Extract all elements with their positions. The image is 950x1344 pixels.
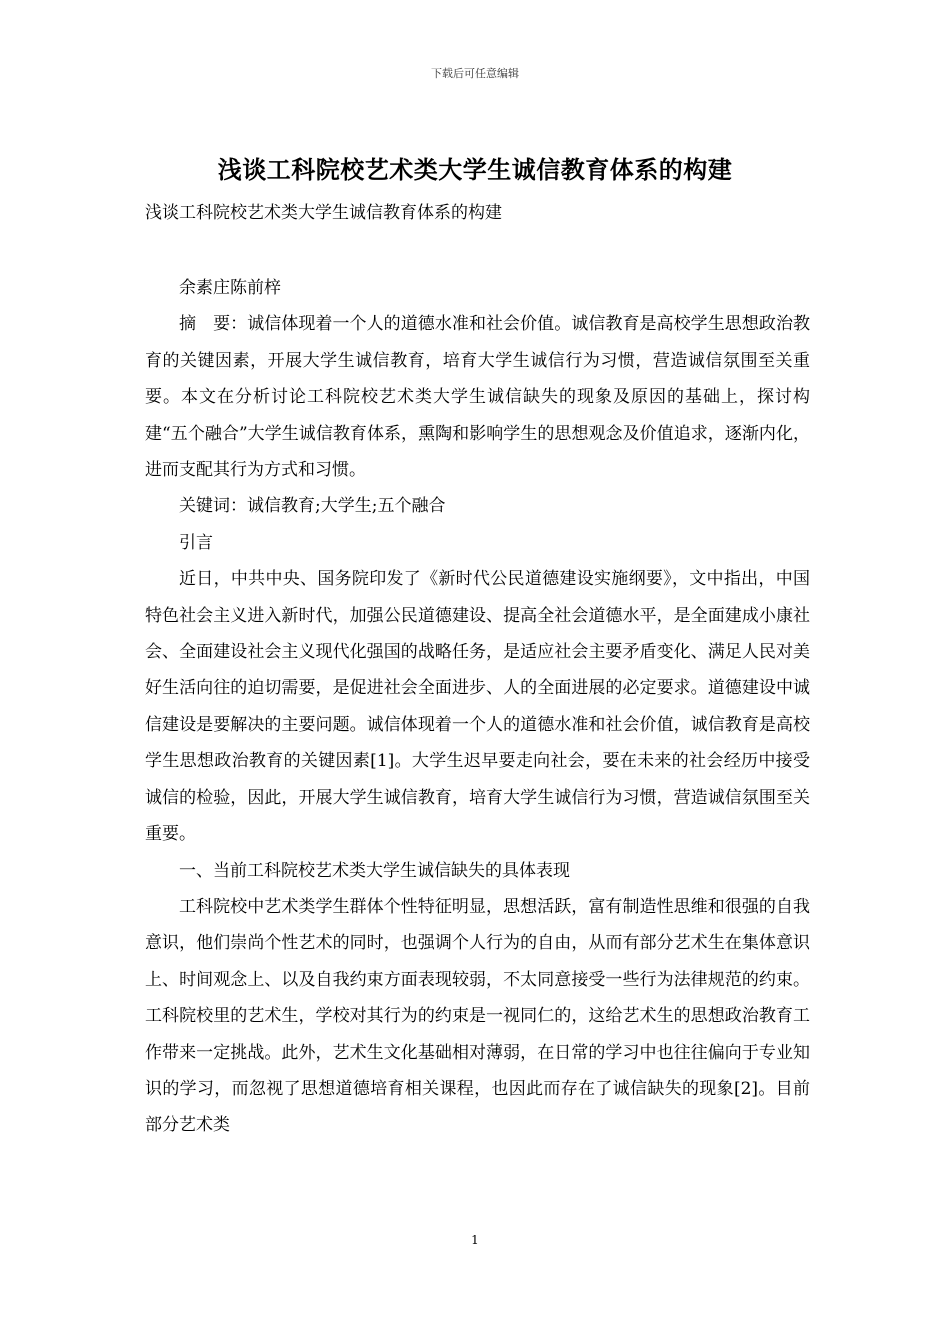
page-number: 1 bbox=[471, 1233, 479, 1247]
keywords-line: 关键词：诚信教育;大学生;五个融合 bbox=[179, 496, 446, 517]
section-1-paragraph: 工科院校中艺术类学生群体个性特征明显，思想活跃，富有制造性思维和很强的自我意识，他们崇尚个性艺术的同时，也强调个人行为的自由，从而有部分艺术生在集体意识上、时间观念上、以及自我约束方面表现较弱，不太同意接受一些行为法律规范的约束。工科院校里的艺术生，学校对其行为的约束是一视同仁的，这给艺术生的思想政治教育工作带来一定挑战。此外，艺术生文化基础相对薄弱，在日常的学习中也往往偏向于专业知识的学习，而忽视了思想道德培育相关课程，也因此而存在了诚信缺失的现象[2]。目前部分艺术类 bbox=[145, 896, 810, 1136]
section-1-heading: 一、当前工科院校艺术类大学生诚信缺失的具体表现 bbox=[179, 860, 570, 881]
intro-paragraph: 近日，中共中央、国务院印发了《新时代公民道德建设实施纲要》，文中指出，中国特色社会主义进入新时代，加强公民道德建设、提高全社会道德水平，是全面建成小康社会、全面建设社会主义现代化强国的战略任务，是适应社会主要矛盾变化、满足人民对美好生活向往的迫切需要，是促进社会全面进步、人的全面进展的必定要求。道德建设中诚信建设是要解决的主要问题。诚信体现着一个人的道德水准和社会价值，诚信教育是高校学生思想政治教育的关键因素[1]。大学生迟早要走向社会，要在未来的社会经历中接受诚信的检验，因此，开展大学生诚信教育，培育大学生诚信行为习惯，营造诚信氛围至关重要。 bbox=[145, 569, 810, 845]
document-subtitle: 浅谈工科院校艺术类大学生诚信教育体系的构建 bbox=[145, 203, 502, 223]
document-body bbox=[145, 270, 810, 1144]
abstract-paragraph: 摘 要：诚信体现着一个人的道德水准和社会价值。诚信教育是高校学生思想政治教育的关键因素，开展大学生诚信教育，培育大学生诚信行为习惯，营造诚信氛围至关重要。本文在分析讨论工科院校艺术类大学生诚信缺失的现象及原因的基础上，探讨构建“五个融合”大学生诚信教育体系，熏陶和影响学生的思想观念及价值追求，逐渐内化，进而支配其行为方式和习惯。 bbox=[145, 314, 810, 481]
intro-heading: 引言 bbox=[179, 532, 213, 553]
page-header-note: 下载后可任意编辑 bbox=[431, 67, 519, 80]
authors-line: 余素庄陈前梓 bbox=[179, 278, 281, 298]
document-title: 浅谈工科院校艺术类大学生诚信教育体系的构建 bbox=[217, 155, 733, 184]
